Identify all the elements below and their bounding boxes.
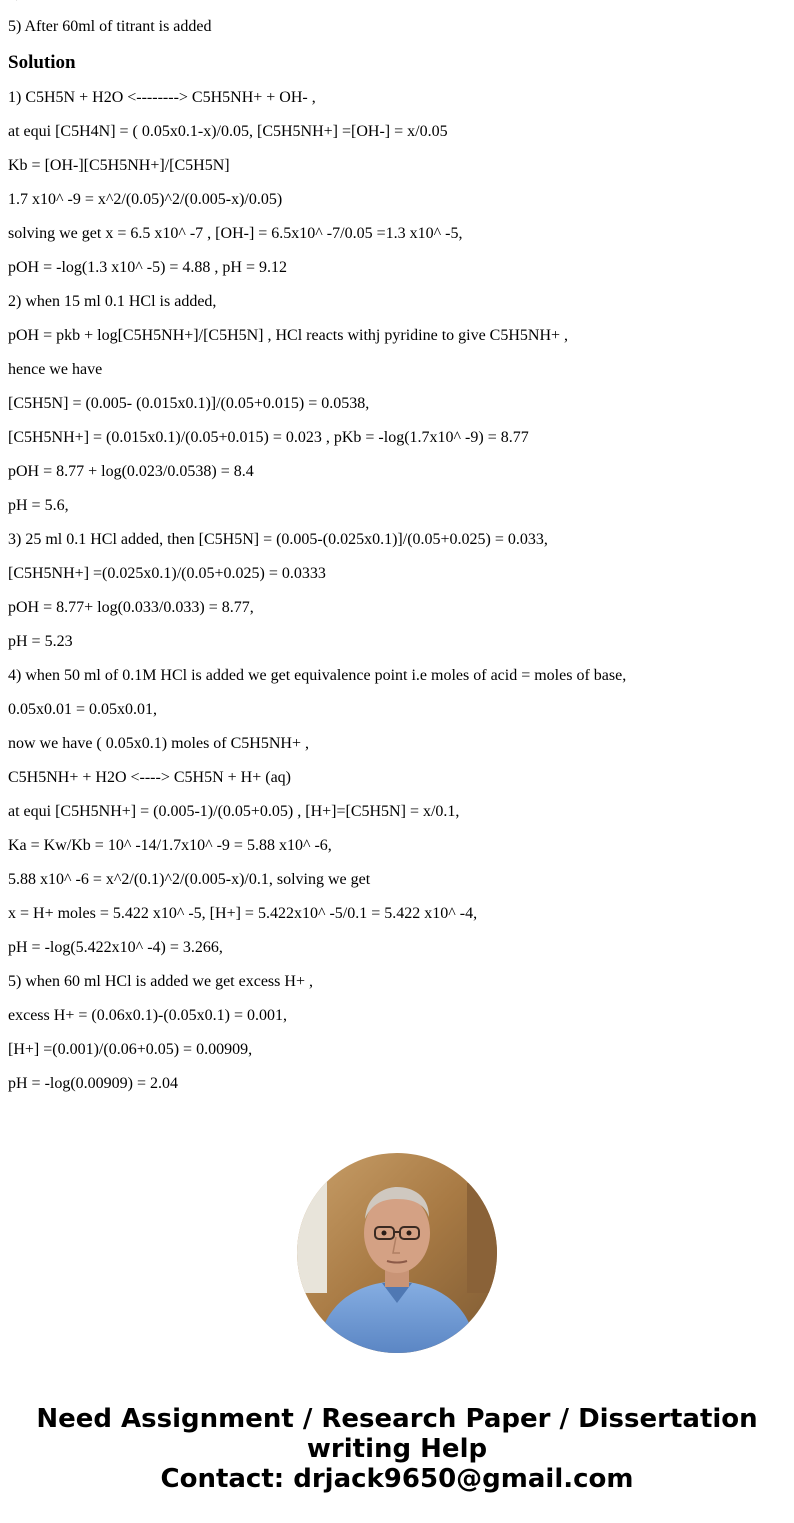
footer-line-1: Need Assignment / Research Paper / Dissertation xyxy=(36,1404,758,1434)
solution-line: C5H5NH+ + H2O <----> C5H5N + H+ (aq) xyxy=(8,769,291,786)
solution-line: 5.88 x10^ -6 = x^2/(0.1)^2/(0.005-x)/0.1, solving we get xyxy=(8,871,371,888)
solution-line: pOH = -log(1.3 x10^ -5) = 4.88 , pH = 9.12 xyxy=(8,259,287,276)
solution-line: pH = 5.23 xyxy=(8,633,73,650)
solution-line: [C5H5N] = (0.005- (0.015x0.1)]/(0.05+0.015) = 0.0538, xyxy=(8,395,370,412)
solution-heading: Solution xyxy=(8,52,76,73)
solution-line: [H+] =(0.001)/(0.06+0.05) = 0.00909, xyxy=(8,1041,253,1058)
question-item-5: 5) After 60ml of titrant is added xyxy=(8,18,212,35)
solution-line: pOH = pkb + log[C5H5NH+]/[C5H5N] , HCl reacts withj pyridine to give C5H5NH+ , xyxy=(8,327,569,344)
solution-line: at equi [C5H4N] = ( 0.05x0.1-x)/0.05, [C5H5NH+] =[OH-] = x/0.05 xyxy=(8,123,448,140)
solution-line: 3) 25 ml 0.1 HCl added, then [C5H5N] = (0.005-(0.025x0.1)]/(0.05+0.025) = 0.033, xyxy=(8,531,548,548)
footer-advert xyxy=(0,1404,794,1494)
solution-line: now we have ( 0.05x0.1) moles of C5H5NH+ , xyxy=(8,735,309,752)
author-portrait-image xyxy=(297,1153,497,1353)
footer-contact: Contact: drjack9650@gmail.com xyxy=(160,1464,634,1494)
solution-line: 0.05x0.01 = 0.05x0.01, xyxy=(8,701,158,718)
solution-line: 2) when 15 ml 0.1 HCl is added, xyxy=(8,293,217,310)
solution-line: Ka = Kw/Kb = 10^ -14/1.7x10^ -9 = 5.88 x10^ -6, xyxy=(8,837,332,854)
solution-line: [C5H5NH+] =(0.025x0.1)/(0.05+0.025) = 0.0333 xyxy=(8,565,326,582)
solution-line: 1.7 x10^ -9 = x^2/(0.05)^2/(0.005-x)/0.05) xyxy=(8,191,283,208)
solution-line: 1) C5H5N + H2O <--------> C5H5NH+ + OH- , xyxy=(8,89,316,106)
solution-line: [C5H5NH+] = (0.015x0.1)/(0.05+0.015) = 0.023 , pKb = -log(1.7x10^ -9) = 8.77 xyxy=(8,429,529,446)
solution-line: x = H+ moles = 5.422 x10^ -5, [H+] = 5.422x10^ -5/0.1 = 5.422 x10^ -4, xyxy=(8,905,478,922)
footer-line-2: writing Help xyxy=(306,1434,488,1464)
solution-line: solving we get x = 6.5 x10^ -7 , [OH-] = 6.5x10^ -7/0.05 =1.3 x10^ -5, xyxy=(8,225,463,242)
solution-line: excess H+ = (0.06x0.1)-(0.05x0.1) = 0.001, xyxy=(8,1007,288,1024)
solution-line: pH = -log(0.00909) = 2.04 xyxy=(8,1075,179,1092)
solution-line: pH = -log(5.422x10^ -4) = 3.266, xyxy=(8,939,223,956)
solution-line: pOH = 8.77+ log(0.033/0.033) = 8.77, xyxy=(8,599,254,616)
solution-line: pH = 5.6, xyxy=(8,497,69,514)
author-avatar xyxy=(297,1153,497,1353)
solution-line: pOH = 8.77 + log(0.023/0.0538) = 8.4 xyxy=(8,463,254,480)
solution-line: 5) when 60 ml HCl is added we get excess H+ , xyxy=(8,973,313,990)
solution-line: Kb = [OH-][C5H5NH+]/[C5H5N] xyxy=(8,157,230,174)
question-item-4 xyxy=(8,0,786,2)
solution-line: at equi [C5H5NH+] = (0.005-1)/(0.05+0.05) , [H+]=[C5H5N] = x/0.1, xyxy=(8,803,460,820)
document-body xyxy=(8,0,786,1109)
solution-line: hence we have xyxy=(8,361,103,378)
solution-line: 4) when 50 ml of 0.1M HCl is added we get equivalence point i.e moles of acid = moles of base, xyxy=(8,667,627,684)
